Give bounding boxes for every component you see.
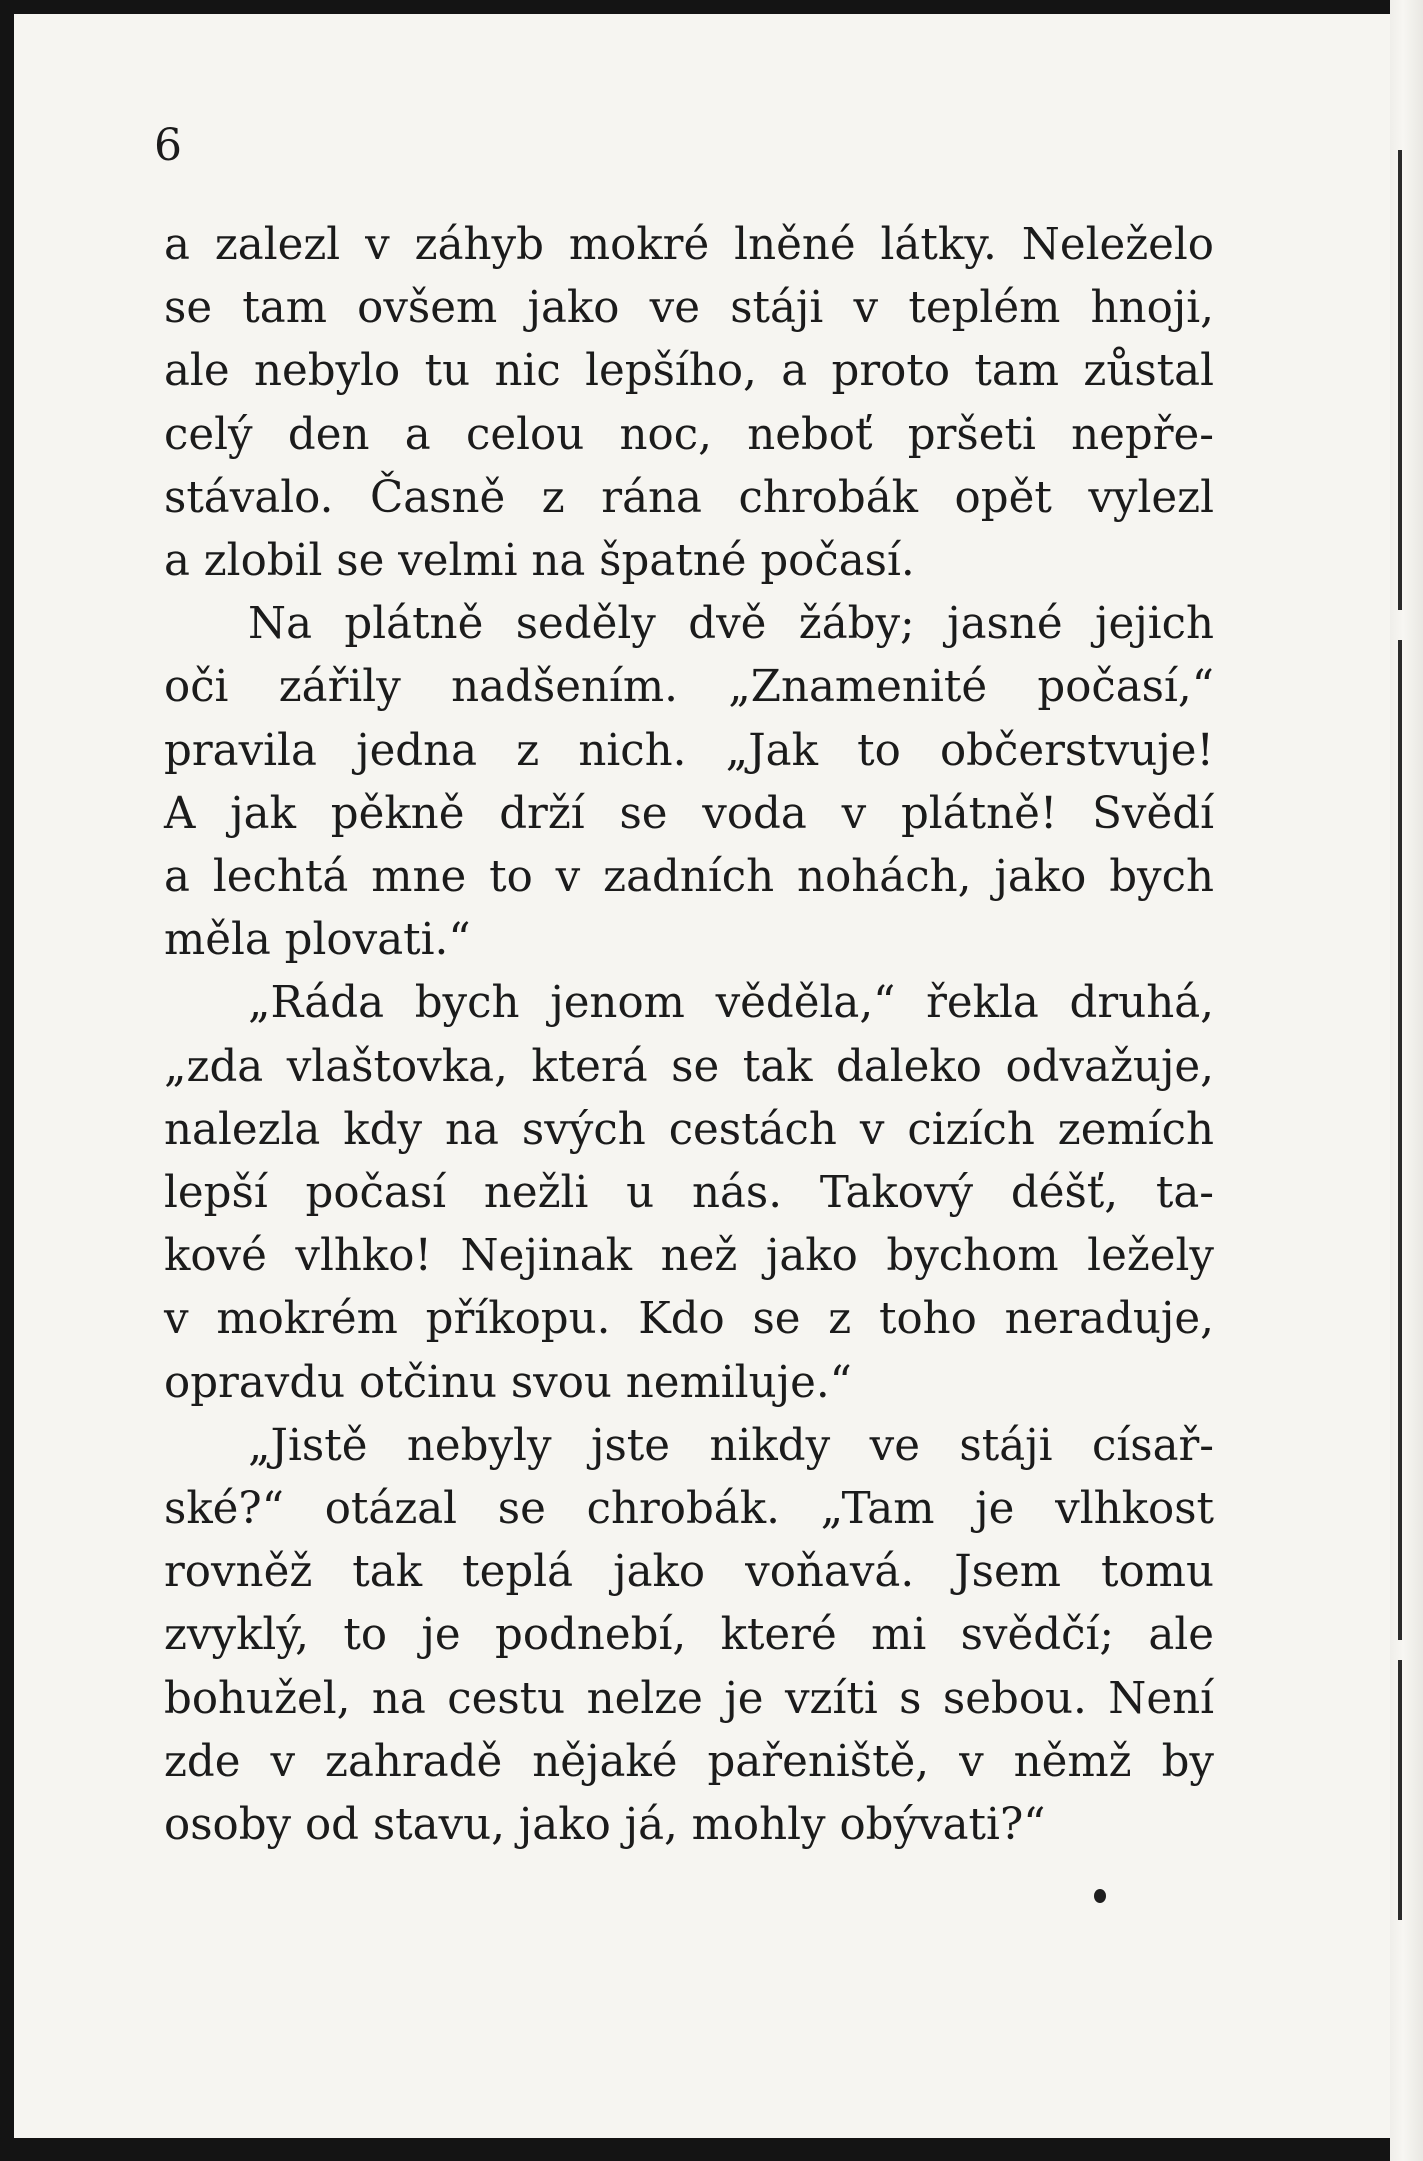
paragraph bbox=[164, 593, 1214, 972]
text-line: „Ráda bych jenom věděla,“ řekla druhá, bbox=[248, 978, 1214, 1029]
text-line: měla plovati.“ bbox=[164, 915, 471, 966]
text-line: a zalezl v záhyb mokré lněné látky. Neleželo bbox=[164, 220, 1214, 270]
scan-edge-rule bbox=[1398, 150, 1402, 610]
page-number: 6 bbox=[154, 120, 182, 171]
text-line: se tam ovšem jako ve stáji v teplém hnoji, bbox=[164, 283, 1214, 334]
book-page bbox=[14, 14, 1390, 2138]
text-line: bohužel, na cestu nelze je vzíti s sebou. Není bbox=[164, 1673, 1214, 1724]
scan-edge-rule bbox=[1398, 1660, 1402, 1920]
text-line: rovněž tak teplá jako voňavá. Jsem tomu bbox=[164, 1547, 1214, 1598]
text-line: a lechtá mne to v zadních nohách, jako bych bbox=[164, 852, 1214, 903]
text-line: A jak pěkně drží se voda v plátně! Svědí bbox=[164, 788, 1214, 839]
paragraph bbox=[164, 972, 1214, 1414]
text-line: nalezla kdy na svých cestách v cizích zemích bbox=[164, 1104, 1214, 1155]
scan-edge bbox=[1390, 0, 1423, 2161]
print-speck bbox=[1094, 1889, 1106, 1903]
text-line: stávalo. Časně z rána chrobák opět vylezl bbox=[164, 472, 1214, 523]
scan-edge-rule bbox=[1398, 640, 1402, 1640]
text-line: v mokrém příkopu. Kdo se z toho neraduje, bbox=[164, 1294, 1214, 1345]
text-line: osoby od stavu, jako já, mohly obývati?“ bbox=[164, 1800, 1046, 1851]
text-line: „Jistě nebyly jste nikdy ve stáji císař- bbox=[248, 1420, 1214, 1471]
text-line: kové vlhko! Nejinak než jako bychom ležely bbox=[164, 1231, 1214, 1282]
text-line: opravdu otčinu svou nemiluje.“ bbox=[164, 1357, 852, 1408]
text-line: zde v zahradě nějaké pařeniště, v němž by bbox=[164, 1736, 1214, 1787]
text-line: oči zářily nadšením. „Znamenité počasí,“ bbox=[164, 662, 1214, 713]
text-line: pravila jedna z nich. „Jak to občerstvuje! bbox=[164, 725, 1214, 776]
text-line: zvyklý, to je podnebí, které mi svědčí; ale bbox=[164, 1610, 1214, 1661]
text-line: a zlobil se velmi na špatné počasí. bbox=[164, 536, 915, 587]
paragraph bbox=[164, 1415, 1214, 1857]
text-line: ské?“ otázal se chrobák. „Tam je vlhkost bbox=[164, 1484, 1214, 1535]
body-text bbox=[164, 214, 1214, 1857]
text-line: celý den a celou noc, neboť pršeti nepře- bbox=[164, 409, 1214, 460]
text-line: Na plátně seděly dvě žáby; jasné jejich bbox=[248, 599, 1214, 650]
text-line: ale nebylo tu nic lepšího, a proto tam zůstal bbox=[164, 346, 1214, 397]
paragraph bbox=[164, 214, 1214, 593]
text-line: lepší počasí nežli u nás. Takový déšť, ta- bbox=[164, 1168, 1214, 1219]
text-line: „zda vlaštovka, která se tak daleko odvažuje, bbox=[164, 1041, 1214, 1092]
